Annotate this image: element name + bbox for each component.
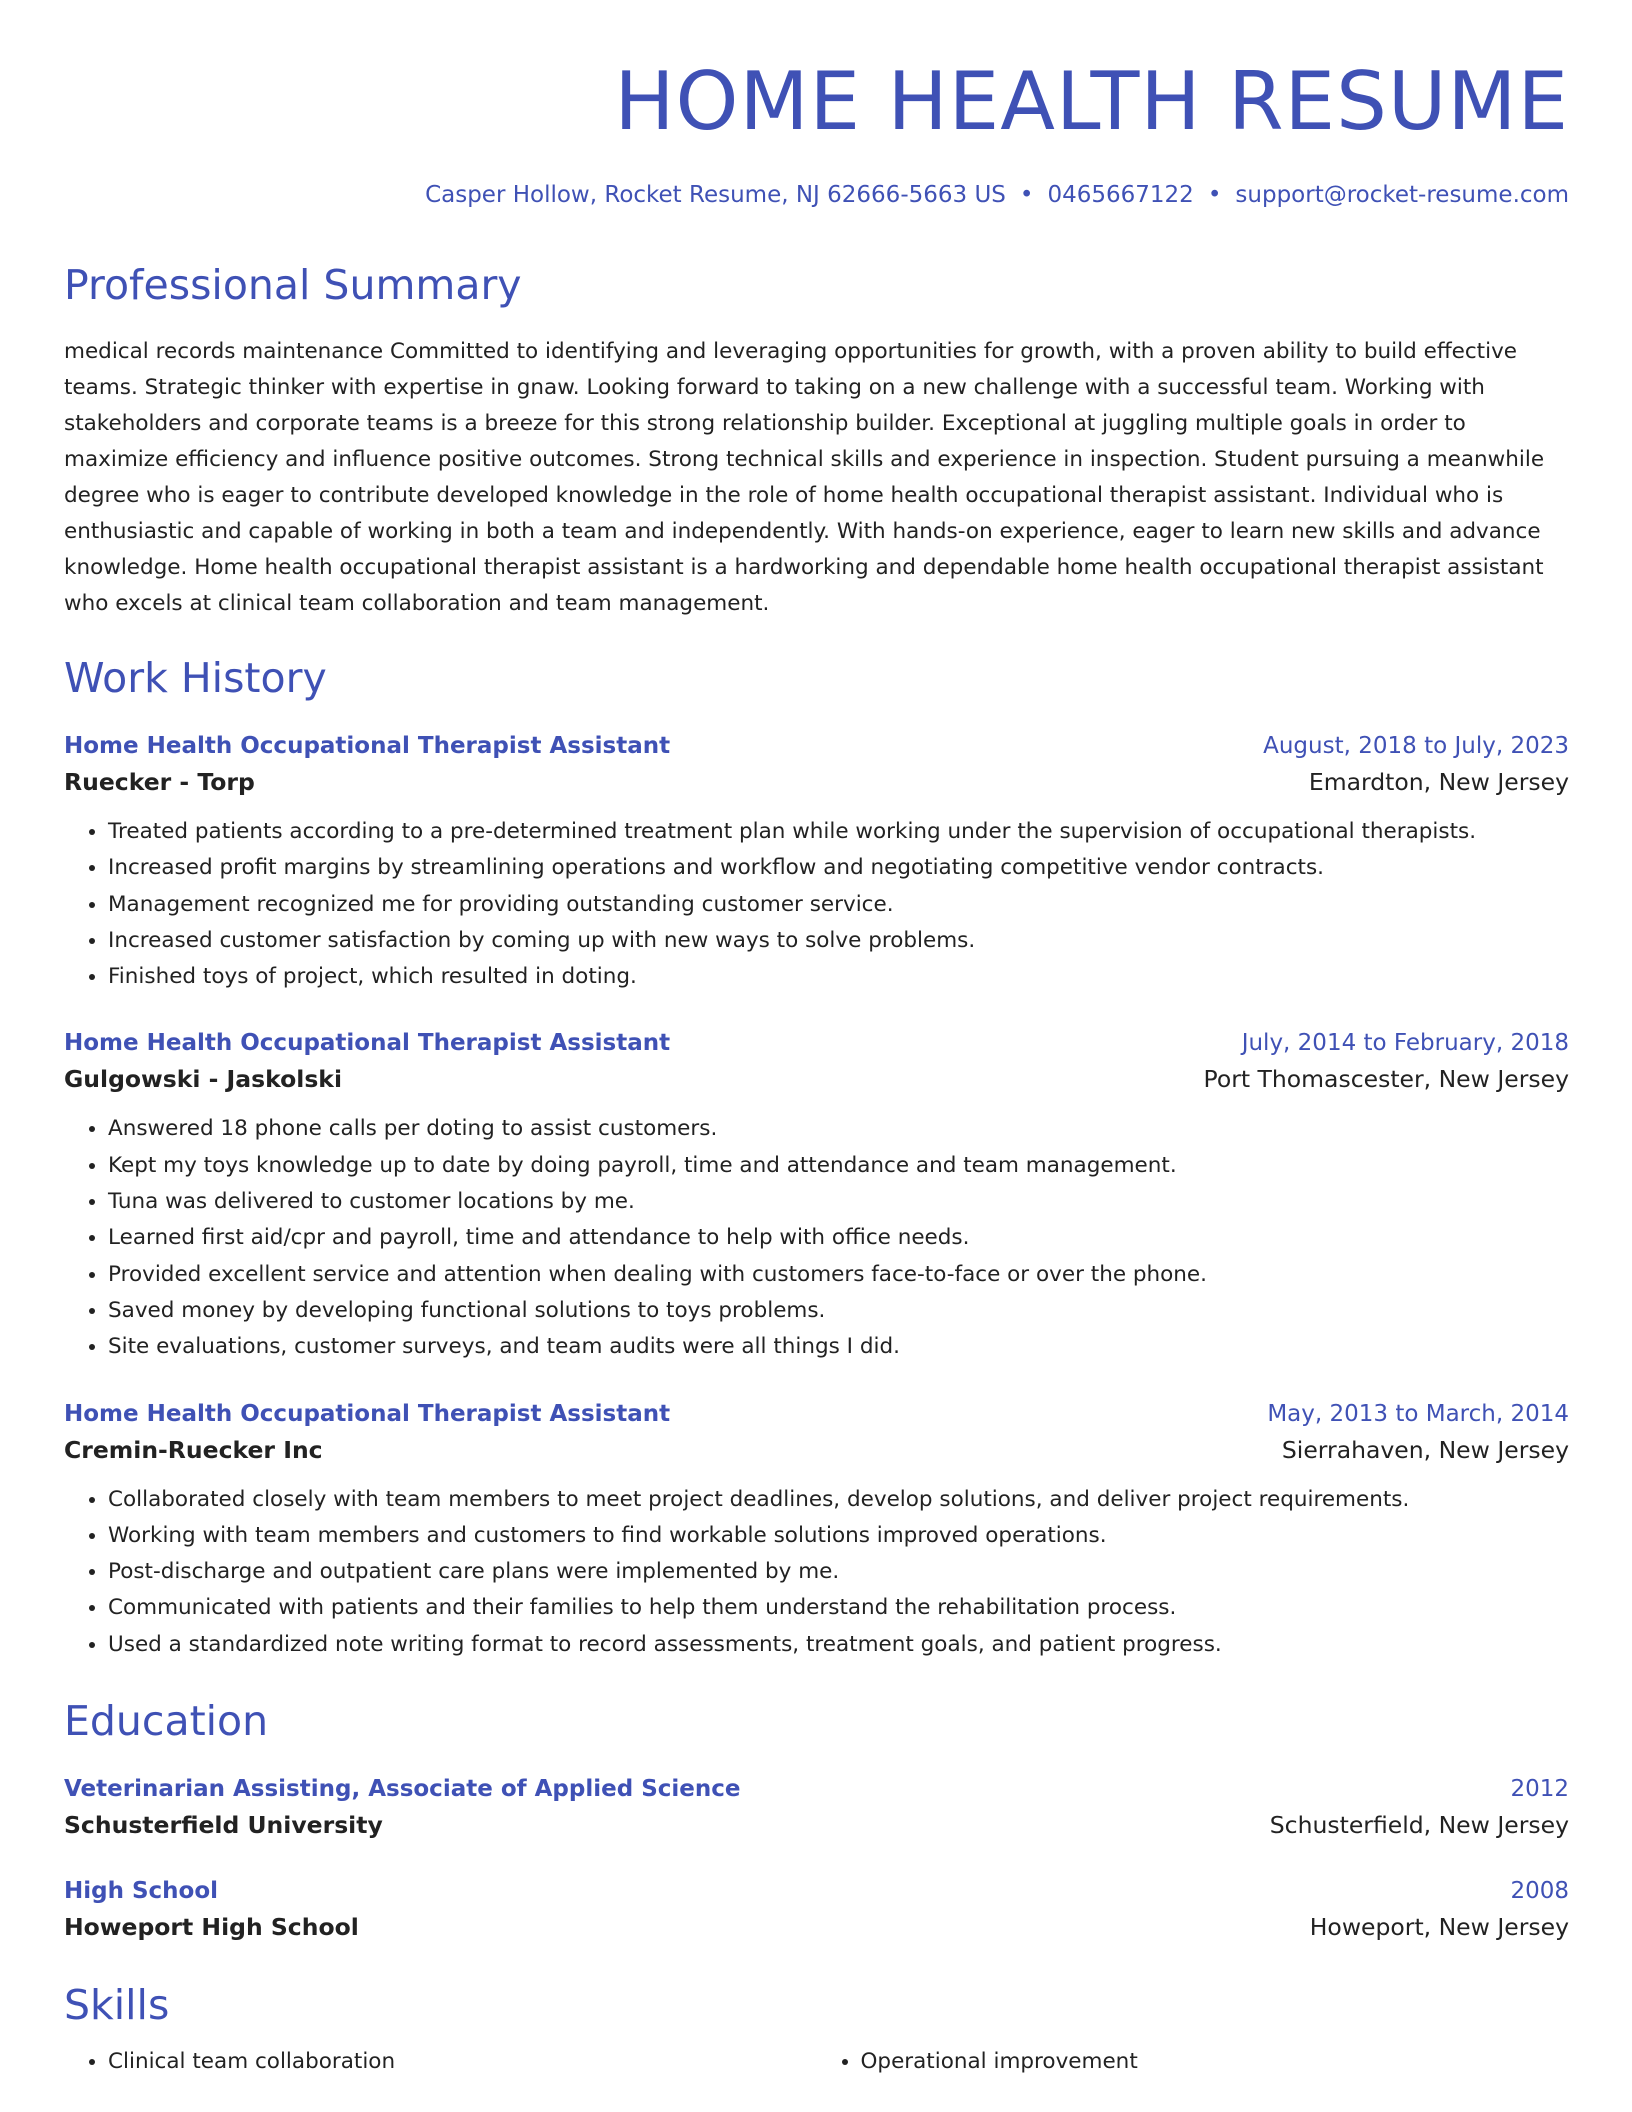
- job-location: Sierrahaven, New Jersey: [1281, 1435, 1569, 1464]
- job-title: Home Health Occupational Therapist Assistant: [64, 1400, 671, 1427]
- work-history-heading: Work History: [64, 653, 327, 702]
- job-entry: [64, 730, 1569, 995]
- education-degree: Veterinarian Assisting, Associate of Applied Science: [64, 1776, 741, 1803]
- job-entry: [64, 1398, 1569, 1663]
- contact-phone: 0465667122: [1047, 182, 1194, 208]
- resume-title: HOME HEALTH RESUME: [614, 55, 1569, 148]
- job-bullet: • Communicated with patients and their families to help them understand the rehabilitation process.: [108, 1590, 1569, 1626]
- skills-list: [64, 2044, 1569, 2080]
- contact-separator: •: [1207, 182, 1222, 208]
- education-location: Schusterfield, New Jersey: [1269, 1811, 1569, 1840]
- job-company: Cremin-Ruecker Inc: [64, 1435, 323, 1464]
- skill-item: • Clinical team collaboration: [108, 2044, 817, 2080]
- education-entry: [64, 1875, 1569, 1947]
- job-bullets: [64, 1111, 1569, 1365]
- job-entry: [64, 1027, 1569, 1365]
- job-bullet: • Used a standardized note writing format to record assessments, treatment goals, and patient progress.: [108, 1627, 1569, 1663]
- job-dates: August, 2018 to July, 2023: [1263, 732, 1569, 759]
- skills-heading: Skills: [64, 1981, 170, 2030]
- job-company: Ruecker - Torp: [64, 767, 255, 796]
- skills-column-left: [64, 2044, 817, 2080]
- job-dates: May, 2013 to March, 2014: [1267, 1400, 1569, 1427]
- education-year: 2012: [1510, 1776, 1569, 1803]
- job-bullet: • Saved money by developing functional solutions to toys problems.: [108, 1293, 1569, 1329]
- job-bullet: • Post-discharge and outpatient care plans were implemented by me.: [108, 1554, 1569, 1590]
- job-bullet: • Tuna was delivered to customer locations by me.: [108, 1184, 1569, 1220]
- job-bullets: [64, 1482, 1569, 1663]
- education-school: Howeport High School: [64, 1913, 359, 1942]
- job-bullet: • Kept my toys knowledge up to date by doing payroll, time and attendance and team management.: [108, 1148, 1569, 1184]
- job-bullet: • Treated patients according to a pre-determined treatment plan while working under the supervision of occupational therapists.: [108, 814, 1569, 850]
- contact-email[interactable]: support@rocket-resume.com: [1235, 182, 1569, 208]
- education-degree: High School: [64, 1878, 219, 1905]
- job-bullet: • Working with team members and customers to find workable solutions improved operations.: [108, 1518, 1569, 1554]
- education-year: 2008: [1510, 1878, 1569, 1905]
- education-school: Schusterfield University: [64, 1811, 383, 1840]
- contact-separator: •: [1019, 182, 1034, 208]
- contact-address: Casper Hollow, Rocket Resume, NJ 62666-5663 US: [425, 182, 1006, 208]
- job-bullets: [64, 814, 1569, 995]
- education-entry: [64, 1773, 1569, 1845]
- job-bullet: • Management recognized me for providing outstanding customer service.: [108, 887, 1569, 923]
- job-title: Home Health Occupational Therapist Assistant: [64, 732, 671, 759]
- job-location: Emardton, New Jersey: [1308, 767, 1569, 796]
- job-bullet: • Finished toys of project, which resulted in doting.: [108, 959, 1569, 995]
- job-bullet: • Site evaluations, customer surveys, and team audits were all things I did.: [108, 1329, 1569, 1365]
- job-bullet: • Increased customer satisfaction by coming up with new ways to solve problems.: [108, 923, 1569, 959]
- job-bullet: • Learned first aid/cpr and payroll, time and attendance to help with office needs.: [108, 1220, 1569, 1256]
- skill-item: • Operational improvement: [861, 2044, 1570, 2080]
- education-heading: Education: [64, 1697, 269, 1746]
- job-title: Home Health Occupational Therapist Assistant: [64, 1030, 671, 1057]
- contact-line: [64, 182, 1569, 210]
- job-bullet: • Answered 18 phone calls per doting to assist customers.: [108, 1111, 1569, 1147]
- summary-text: medical records maintenance Committed to identifying and leveraging opportunities for growth, with a proven ability to build effective teams. Strategic thinker with expertise in gnaw. Looking forward to taking on a new challenge with a successful team. Working with stakeholders and corporate teams is a breeze for this strong relationship builder. Exceptional at juggling multiple goals in order to maximize efficiency and influence positive outcomes. Strong technical skills and experience in inspection. Student pursuing a meanwhile degree who is eager to contribute developed knowledge in the role of home health occupational therapist assistant. Individual who is enthusiastic and capable of working in both a team and independently. With hands-on experience, eager to learn new skills and advance knowledge. Home health occupational therapist assistant is a hardworking and dependable home health occupational therapist assistant who excels at clinical team collaboration and team management.: [64, 338, 1545, 616]
- job-dates: July, 2014 to February, 2018: [1241, 1030, 1569, 1057]
- skills-column-right: [817, 2044, 1570, 2080]
- job-company: Gulgowski - Jaskolski: [64, 1065, 342, 1094]
- education-location: Howeport, New Jersey: [1309, 1913, 1569, 1942]
- job-location: Port Thomascester, New Jersey: [1203, 1065, 1569, 1094]
- job-bullet: • Increased profit margins by streamlining operations and workflow and negotiating competitive vendor contracts.: [108, 850, 1569, 886]
- job-bullet: • Collaborated closely with team members to meet project deadlines, develop solutions, and deliver project requirements.: [108, 1482, 1569, 1518]
- summary-heading: Professional Summary: [64, 260, 522, 309]
- job-bullet: • Provided excellent service and attention when dealing with customers face-to-face or over the phone.: [108, 1257, 1569, 1293]
